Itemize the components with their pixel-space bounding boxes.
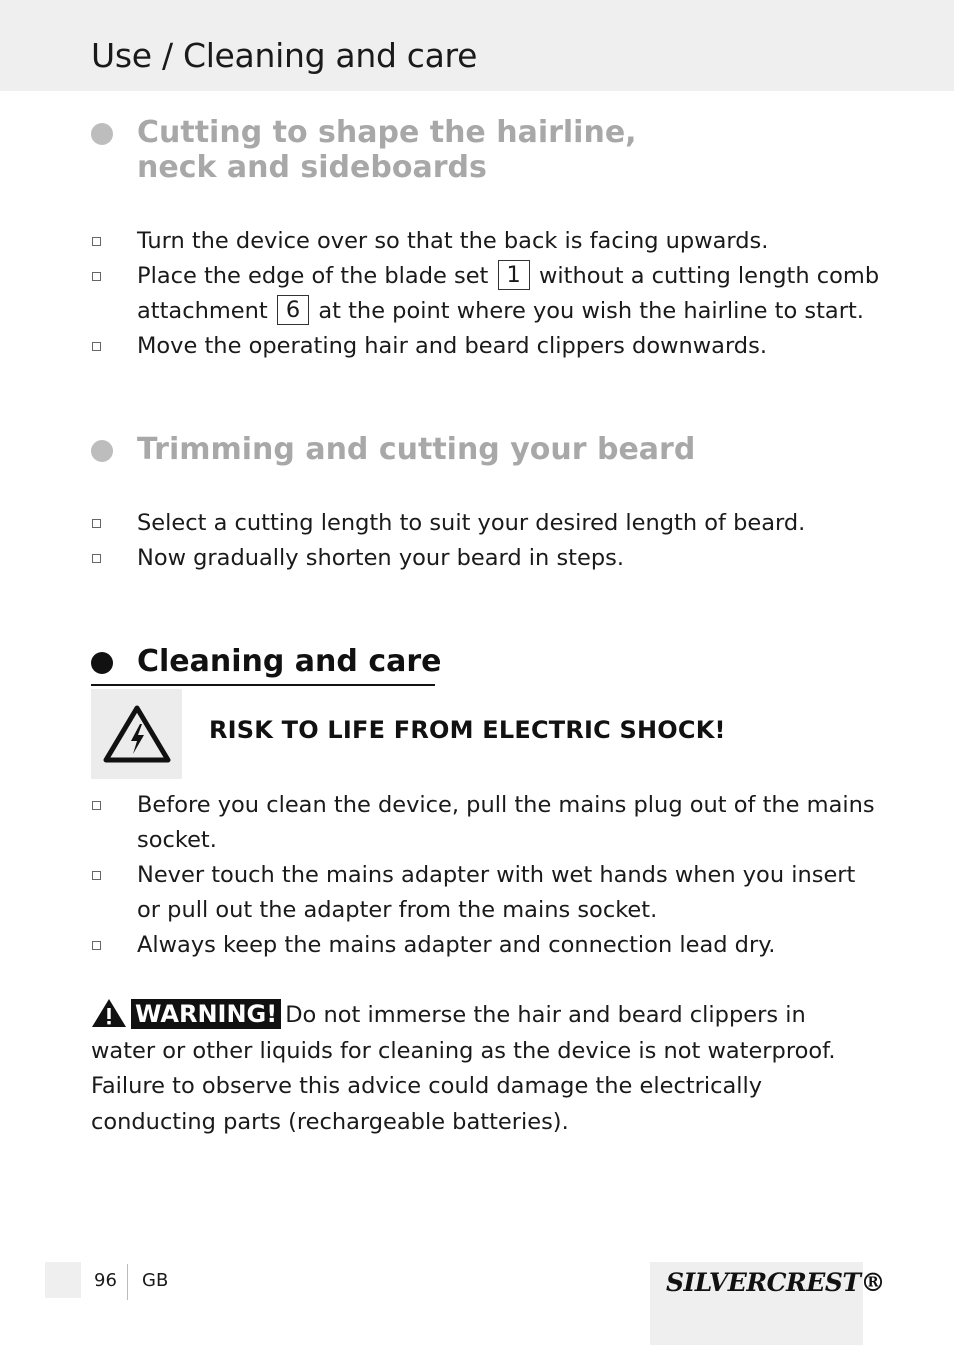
- list-item: Move the operating hair and beard clippers downwards.: [91, 329, 881, 364]
- checkbox-bullet: [92, 554, 101, 563]
- checkbox-bullet: [92, 272, 101, 281]
- list-item: Select a cutting length to suit your desired length of beard.: [91, 506, 881, 541]
- footer-marker: [45, 1262, 81, 1298]
- list-item: Before you clean the device, pull the mains plug out of the mains socket.: [91, 788, 881, 858]
- bullet-dot: [91, 440, 113, 462]
- hairline-steps: [91, 224, 881, 364]
- hazard-title: RISK TO LIFE FROM ELECTRIC SHOCK!: [209, 716, 726, 744]
- warning-label: WARNING!: [131, 999, 281, 1029]
- list-item: Turn the device over so that the back is facing upwards.: [91, 224, 881, 259]
- brand-logo: SILVERCREST®: [666, 1268, 885, 1297]
- checkbox-bullet: [92, 801, 101, 810]
- ref-comb-attachment: 6: [277, 295, 309, 325]
- bullet-dot: [91, 123, 113, 145]
- ref-blade-set: 1: [498, 260, 530, 290]
- list-item: Now gradually shorten your beard in steps.: [91, 541, 881, 576]
- checkbox-bullet: [92, 237, 101, 246]
- section-heading-text: Trimming and cutting your beard: [137, 432, 696, 467]
- bullet-dot: [91, 652, 113, 674]
- page-number: 96: [94, 1270, 117, 1291]
- checkbox-bullet: [92, 342, 101, 351]
- section-heading-text: Cleaning and care: [137, 644, 442, 679]
- page-title: Use / Cleaning and care: [91, 36, 478, 75]
- heading-underline: [91, 684, 435, 686]
- list-item: Always keep the mains adapter and connection lead dry.: [91, 928, 881, 963]
- checkbox-bullet: [92, 519, 101, 528]
- section-heading-text: Cutting to shape the hairline, neck and sideboards: [137, 115, 637, 185]
- beard-steps: [91, 506, 881, 576]
- language-code: GB: [142, 1270, 169, 1291]
- electric-shock-warning-icon: [103, 705, 171, 763]
- warning-triangle-icon: [91, 998, 127, 1028]
- hazard-panel: [91, 689, 182, 779]
- list-item: Never touch the mains adapter with wet hands when you insert or pull out the adapter from the mains socket.: [91, 858, 881, 928]
- checkbox-bullet: [92, 871, 101, 880]
- cleaning-steps: [91, 788, 881, 963]
- list-item: Place the edge of the blade set 1 without a cutting length comb attachment 6 at the point where you wish the hairline to start.: [91, 259, 881, 329]
- footer-divider: [127, 1264, 128, 1300]
- checkbox-bullet: [92, 941, 101, 950]
- warning-paragraph: WARNING! Do not immerse the hair and beard clippers in water or other liquids for cleaning as the device is not waterproof. Failure to observe this advice could damage the electrically conducting parts (rechargeable batteries).: [91, 1000, 836, 1135]
